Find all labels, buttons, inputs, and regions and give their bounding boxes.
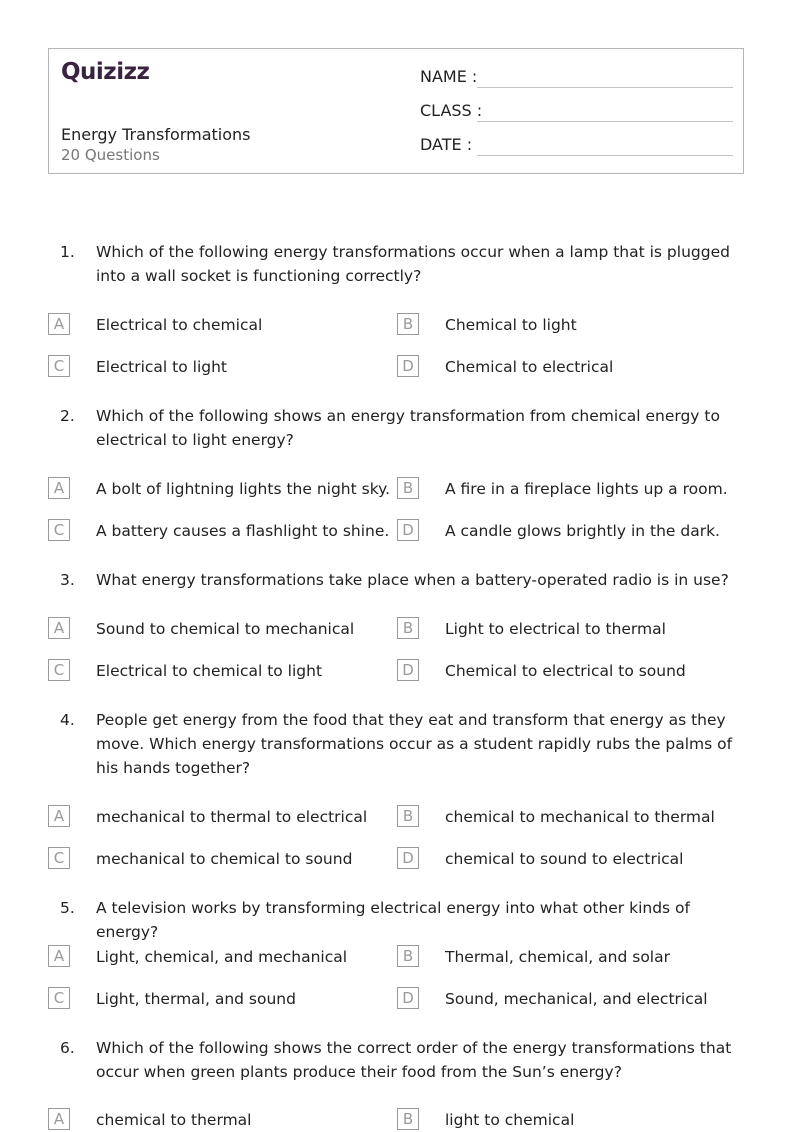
option-letter-box: C bbox=[48, 519, 70, 541]
option-letter-box: A bbox=[48, 477, 70, 499]
option-letter-box: D bbox=[397, 659, 419, 681]
option-text: Electrical to light bbox=[96, 358, 228, 376]
question-text: What energy transformations take place when a battery-operated radio is in use? bbox=[96, 571, 729, 589]
option-letter-box: A bbox=[48, 945, 70, 967]
name-label: NAME : bbox=[420, 67, 478, 86]
option-letter-box: B bbox=[397, 617, 419, 639]
option-text: Light, thermal, and sound bbox=[96, 990, 296, 1008]
question-text: Which of the following energy transformations occur when a lamp that is plugged into a wall socket is functioning correctly? bbox=[96, 243, 730, 285]
option-letter-box: D bbox=[397, 355, 419, 377]
option-text: mechanical to thermal to electrical bbox=[96, 808, 368, 826]
date-line[interactable] bbox=[477, 155, 733, 156]
option-letter-box: C bbox=[48, 987, 70, 1009]
option-text: Sound, mechanical, and electrical bbox=[445, 990, 708, 1008]
option-text: A battery causes a flashlight to shine. bbox=[96, 522, 390, 540]
option-text: Chemical to electrical to sound bbox=[445, 662, 686, 680]
option-text: Light, chemical, and mechanical bbox=[96, 948, 348, 966]
option-letter-box: D bbox=[397, 987, 419, 1009]
option-text: Electrical to chemical to light bbox=[96, 662, 323, 680]
quizizz-logo: Quizizz bbox=[61, 59, 150, 85]
class-line[interactable] bbox=[477, 121, 733, 122]
question-count: 20 Questions bbox=[61, 146, 160, 164]
question-text: Which of the following shows the correct order of the energy transformations that occur when green plants produce their food from the Sun’s energy? bbox=[96, 1039, 732, 1081]
question-number: 4. bbox=[60, 711, 75, 729]
option-letter-box: C bbox=[48, 355, 70, 377]
question-number: 1. bbox=[60, 243, 75, 261]
question-number: 2. bbox=[60, 407, 75, 425]
option-text: light to chemical bbox=[445, 1111, 575, 1129]
option-text: A bolt of lightning lights the night sky. bbox=[96, 480, 391, 498]
option-text: chemical to thermal bbox=[96, 1111, 252, 1129]
option-text: A candle glows brightly in the dark. bbox=[445, 522, 720, 540]
option-letter-box: B bbox=[397, 805, 419, 827]
option-letter-box: D bbox=[397, 847, 419, 869]
option-text: chemical to mechanical to thermal bbox=[445, 808, 715, 826]
option-letter-box: A bbox=[48, 1108, 70, 1130]
option-text: mechanical to chemical to sound bbox=[96, 850, 353, 868]
date-label: DATE : bbox=[420, 135, 473, 154]
option-text: Electrical to chemical bbox=[96, 316, 263, 334]
option-letter-box: A bbox=[48, 313, 70, 335]
option-letter-box: C bbox=[48, 659, 70, 681]
worksheet-title: Energy Transformations bbox=[61, 125, 251, 144]
option-letter-box: A bbox=[48, 617, 70, 639]
option-text: chemical to sound to electrical bbox=[445, 850, 684, 868]
option-text: Thermal, chemical, and solar bbox=[445, 948, 670, 966]
option-letter-box: C bbox=[48, 847, 70, 869]
question-number: 3. bbox=[60, 571, 75, 589]
option-text: Sound to chemical to mechanical bbox=[96, 620, 355, 638]
option-letter-box: B bbox=[397, 945, 419, 967]
question-number: 6. bbox=[60, 1039, 75, 1057]
option-letter-box: B bbox=[397, 477, 419, 499]
name-line[interactable] bbox=[477, 87, 733, 88]
option-letter-box: B bbox=[397, 313, 419, 335]
option-text: Chemical to light bbox=[445, 316, 577, 334]
option-letter-box: A bbox=[48, 805, 70, 827]
worksheet-header bbox=[48, 48, 744, 174]
question-text: Which of the following shows an energy transformation from chemical energy to electrical to light energy? bbox=[96, 407, 720, 449]
question-text: People get energy from the food that they eat and transform that energy as they move. Which energy transformations occur as a student rapidly rubs the palms of his hands together? bbox=[96, 711, 733, 777]
option-letter-box: B bbox=[397, 1108, 419, 1130]
option-text: A fire in a fireplace lights up a room. bbox=[445, 480, 728, 498]
question-number: 5. bbox=[60, 899, 75, 917]
option-text: Light to electrical to thermal bbox=[445, 620, 666, 638]
option-text: Chemical to electrical bbox=[445, 358, 614, 376]
class-label: CLASS : bbox=[420, 101, 483, 120]
question-text: A television works by transforming electrical energy into what other kinds of energy? bbox=[96, 899, 690, 941]
option-letter-box: D bbox=[397, 519, 419, 541]
